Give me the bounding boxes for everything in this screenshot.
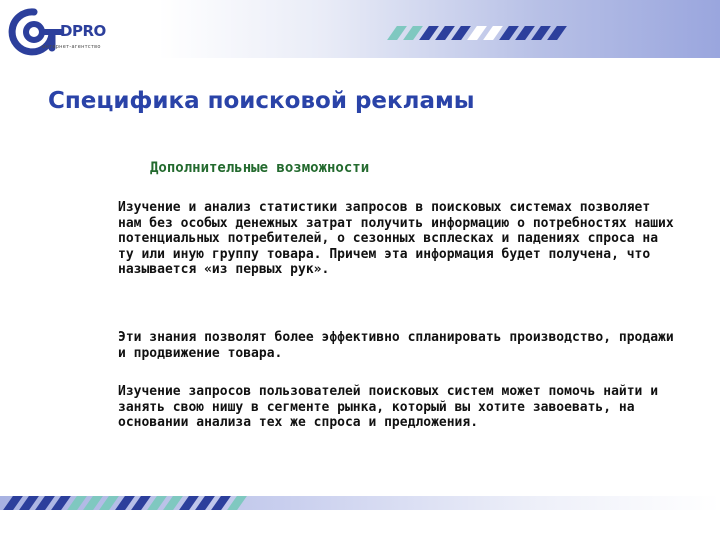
slide-subtitle: Дополнительные возможности — [150, 160, 370, 176]
header-stripes — [392, 26, 568, 40]
body-paragraph-statistics: Изучение и анализ статистики запросов в поисковых системах позволяет нам без особых денежных затрат получить информацию о потребностях наших потенциальных потребителей, о сезонных всплесках и падениях спроса на ту или иную группу товара. Причем эта информация будет получена, что называется «из первых рук». — [118, 200, 674, 277]
slide-title: Специфика поисковой рекламы — [48, 88, 475, 114]
decorative-stripe — [547, 26, 567, 40]
logo-tagline: интернет-агентство — [42, 44, 101, 50]
body-paragraph-planning: Эти знания позволят более эффективно спланировать производство, продажи и продвижение товара. — [118, 330, 674, 361]
agency-logo — [4, 4, 114, 56]
footer-stripes — [8, 496, 248, 510]
logo-brand-text: DPRO — [60, 22, 106, 40]
decorative-stripe — [227, 496, 247, 510]
body-paragraph-niche: Изучение запросов пользователей поисковых систем может помочь найти и занять свою нишу в сегменте рынка, который вы хотите завоевать, на основании анализа тех же спроса и предложения. — [118, 384, 659, 430]
